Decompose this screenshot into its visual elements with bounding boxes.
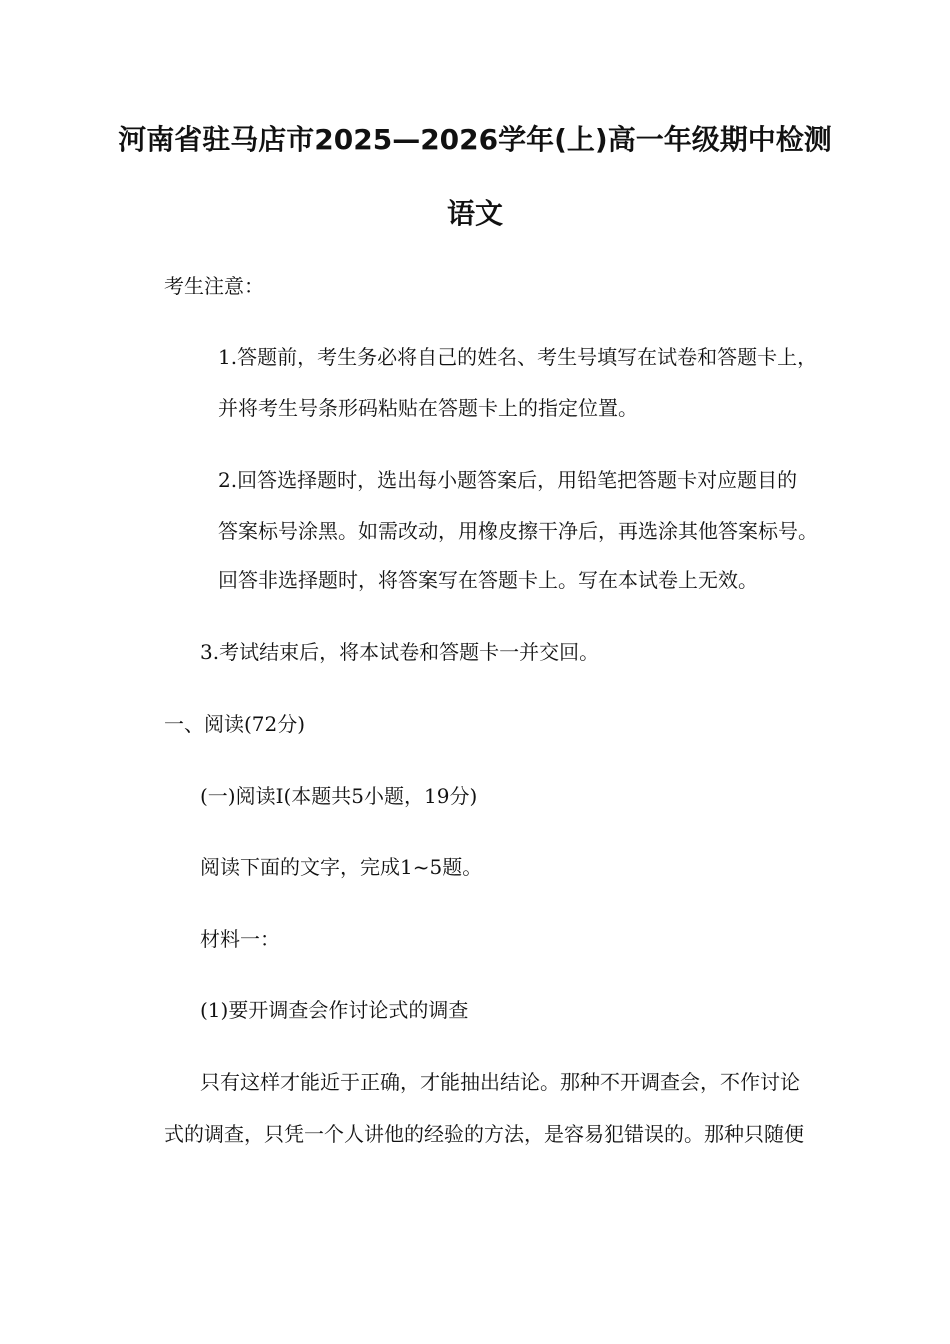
paragraph-line-2: 式的调查，只凭一个人讲他的经验的方法，是容易犯错误的。那种只随便 [164, 1122, 804, 1146]
notice-item-2-line-3: 回答非选择题时，将答案写在答题卡上。写在本试卷上无效。 [218, 568, 758, 592]
notice-item-3: 3.考试结束后，将本试卷和答题卡一并交回。 [200, 640, 600, 664]
notice-item-2-line-1: 2.回答选择题时，选出每小题答案后，用铅笔把答题卡对应题目的 [218, 468, 798, 492]
subject-title: 语文 [446, 197, 503, 230]
notice-item-2-line-2: 答案标号涂黑。如需改动，用橡皮擦干净后，再选涂其他答案标号。 [218, 519, 818, 543]
subsection-heading: (一)阅读Ⅰ(本题共5小题，19分) [200, 784, 478, 808]
section-heading: 一、阅读(72分) [164, 712, 306, 736]
material-subtitle: (1)要开调查会作讨论式的调查 [200, 998, 469, 1022]
material-label: 材料一： [200, 927, 280, 951]
reading-instruction: 阅读下面的文字，完成1~5题。 [200, 855, 483, 879]
exam-title: 河南省驻马店市2025—2026学年(上)高一年级期中检测 [118, 123, 832, 156]
paragraph-line-1: 只有这样才能近于正确，才能抽出结论。那种不开调查会，不作讨论 [200, 1070, 800, 1094]
notice-item-1-line-1: 1.答题前，考生务必将自己的姓名、考生号填写在试卷和答题卡上， [218, 345, 818, 369]
notice-heading: 考生注意： [164, 274, 264, 298]
notice-item-1-line-2: 并将考生号条形码粘贴在答题卡上的指定位置。 [218, 396, 638, 420]
